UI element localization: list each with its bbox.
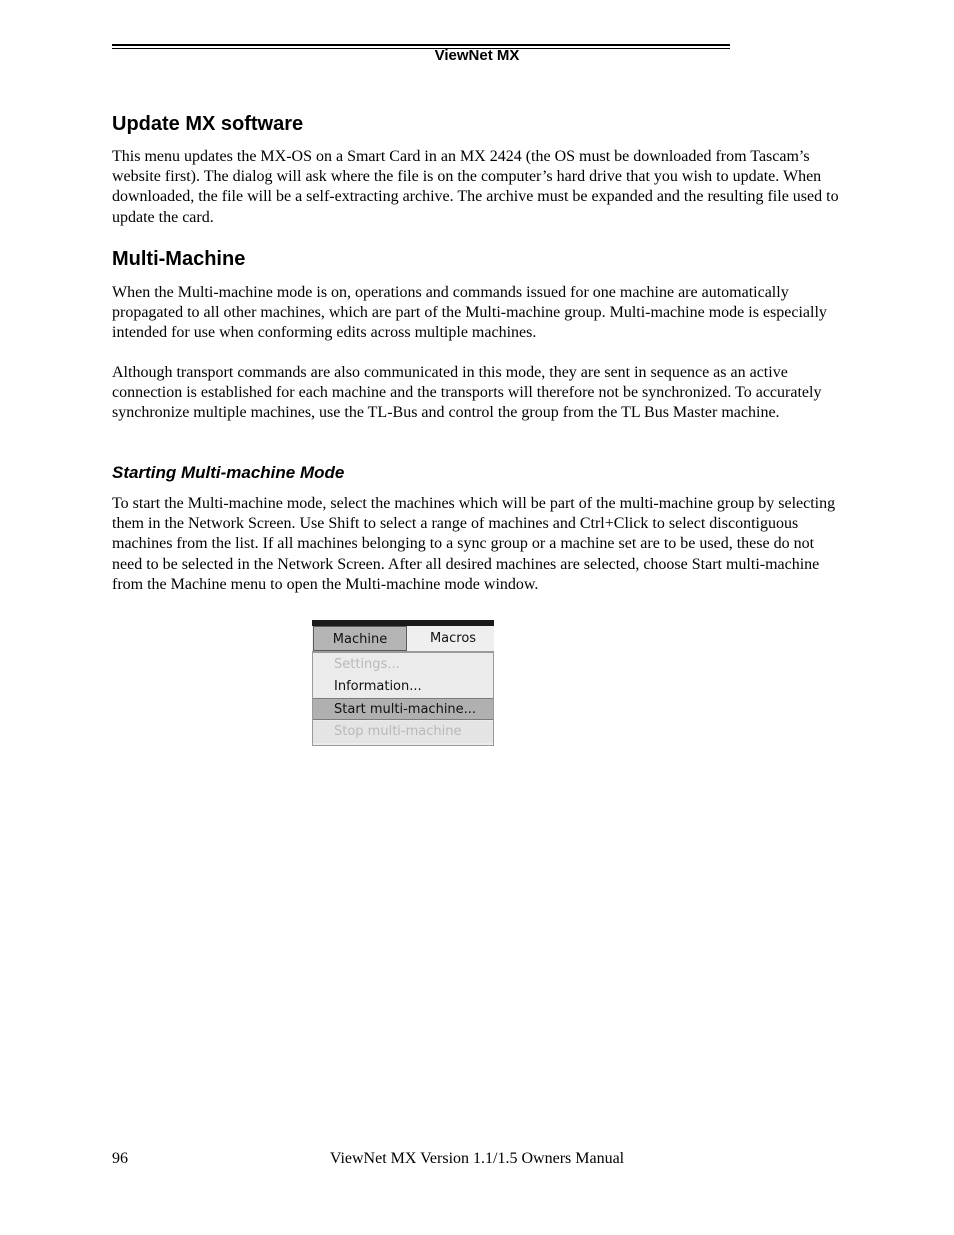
menu-item-start-multi-machine[interactable]: Start multi-machine... — [313, 698, 493, 720]
paragraph-starting-multi-machine: To start the Multi-machine mode, select the machines which will be part of the multi-machine group by selecting them in the Network Screen. Use Shift to select a range of machines and Ctrl+Click to select discontiguous machines from the list. If all machines belonging to a sync group or a machine set are to be used, these do not need to be selected in the Network Screen. After all desired machines are selected, choose Start multi-machine from the Machine menu to open the Multi-machine mode window. — [112, 495, 836, 593]
machine-dropdown — [312, 652, 494, 746]
menubar-machine[interactable]: Machine — [313, 626, 407, 651]
running-header: ViewNet MX — [434, 47, 520, 64]
menu-item-stop-multi-machine[interactable]: Stop multi-machine — [313, 721, 493, 743]
heading-update-mx-software: Update MX software — [112, 113, 304, 135]
menubar-macros[interactable]: Macros — [429, 631, 477, 646]
page-number: 96 — [112, 1150, 128, 1167]
menu-item-information[interactable]: Information... — [334, 679, 422, 694]
heading-starting-multi-machine: Starting Multi-machine Mode — [112, 463, 345, 482]
menubar — [312, 626, 494, 652]
heading-multi-machine: Multi-Machine — [112, 248, 246, 270]
menu-item-settings[interactable]: Settings... — [334, 657, 400, 672]
paragraph-multi-machine-2: Although transport commands are also communicated in this mode, they are sent in sequence as an active connection is established for each machine and the transports will therefore not be synchronized. To accurately synchronize multiple machines, use the TL-Bus and control the group from the TL Bus Master machine. — [112, 364, 822, 422]
running-footer: ViewNet MX Version 1.1/1.5 Owners Manual — [329, 1150, 625, 1167]
paragraph-update-mx: This menu updates the MX-OS on a Smart Card in an MX 2424 (the OS must be downloaded from Tascam’s website first). The dialog will ask where the file is on the computer’s hard drive that you wish to update. When downloaded, the file will be a self-extracting archive. The archive must be expanded and the resulting file used to update the card. — [112, 148, 839, 226]
machine-menu-screenshot — [312, 620, 494, 746]
header-rule — [112, 44, 730, 46]
paragraph-multi-machine-1: When the Multi-machine mode is on, operations and commands issued for one machine are automatically propagated to all other machines, which are part of the Multi-machine group. Multi-machine mode is especially intended for use when conforming edits across multiple machines. — [112, 284, 827, 342]
